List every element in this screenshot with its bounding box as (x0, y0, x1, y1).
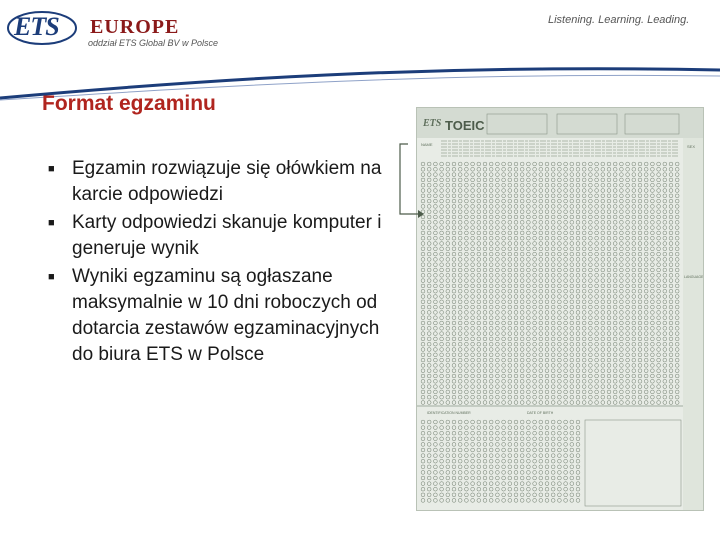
slide-header (0, 0, 720, 100)
bullet-text: Egzamin rozwiązuje się ołówkiem na karcie odpowiedzi (72, 158, 382, 205)
bullet-item (48, 210, 398, 262)
sheet-ets-mark: ETS (423, 118, 442, 129)
europe-logo-text: EUROPE (90, 16, 180, 38)
sheet-sex-label: SEX (687, 144, 696, 149)
bullet-item (48, 156, 398, 208)
sheet-birth-label: DATE OF BIRTH (527, 411, 554, 415)
bullet-text: Wyniki egzaminu są ogłaszane maksymalnie w 10 dni roboczych od dotarcia zestawów egzaminacyjnych do biura ETS w Polsce (72, 266, 380, 365)
bullet-list (48, 156, 398, 370)
answer-sheet-grid (417, 108, 703, 510)
bullet-text: Karty odpowiedzi skanuje komputer i generuje wynik (72, 212, 382, 259)
answer-sheet-image (416, 107, 704, 511)
ets-logo-text: ETS (14, 12, 59, 41)
sheet-brand: TOEIC (445, 118, 485, 133)
slide-title: Format egzaminu (42, 92, 216, 115)
logo-subtitle: oddział ETS Global BV w Polsce (88, 38, 219, 48)
sheet-language-label: LANGUAGE (684, 275, 703, 279)
bullet-marker-icon: ■ (48, 163, 55, 175)
bullet-item (48, 264, 398, 368)
bullet-marker-icon: ■ (48, 217, 55, 229)
sheet-identification-label: IDENTIFICATION NUMBER (427, 411, 471, 415)
sheet-name-label: NAME (421, 142, 433, 147)
bullet-marker-icon: ■ (48, 271, 55, 283)
tagline: Listening. Learning. Leading. (548, 14, 690, 26)
pointer-arrow-icon (398, 140, 428, 220)
